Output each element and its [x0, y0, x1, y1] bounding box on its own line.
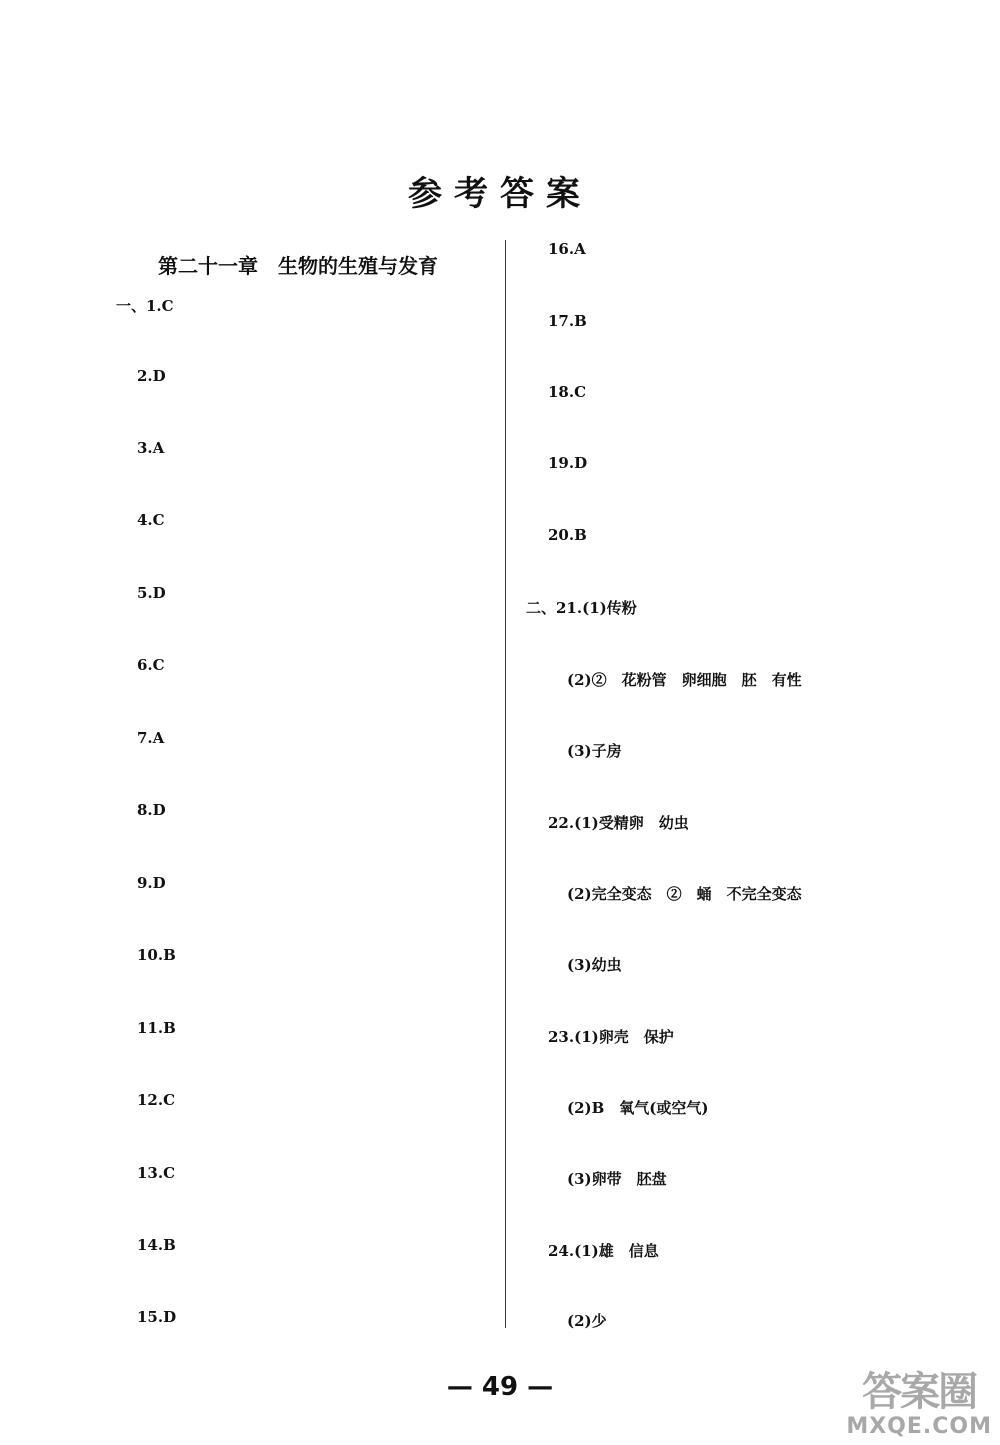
answer-item: 19.D	[548, 454, 588, 472]
answer-item: 4.C	[137, 511, 165, 529]
answer-item: 17.B	[548, 312, 587, 330]
answer-item: (2)完全变态 ② 蛹 不完全变态	[567, 885, 802, 903]
answer-item: 10.B	[137, 946, 176, 964]
answer-item: 18.C	[548, 383, 587, 401]
column-divider	[505, 240, 506, 1328]
answer-item: 24.(1)雄 信息	[548, 1242, 659, 1260]
answer-item: 23.(1)卵壳 保护	[548, 1028, 674, 1046]
answer-item: 2.D	[137, 367, 166, 385]
answer-item: 13.C	[137, 1164, 176, 1182]
answer-item: (2)B 氧气(或空气)	[567, 1099, 709, 1117]
answer-item: 8.D	[137, 801, 166, 819]
answer-item: 6.C	[137, 656, 165, 674]
answer-item: 12.C	[137, 1091, 176, 1109]
answer-item: (2)少	[567, 1312, 607, 1330]
answer-item: (3)卵带 胚盘	[567, 1170, 667, 1188]
watermark-logo	[846, 1369, 992, 1439]
page-title: 参考答案	[408, 174, 592, 214]
answer-item: (2)② 花粉管 卵细胞 胚 有性	[567, 671, 802, 689]
answer-item: 11.B	[137, 1019, 176, 1037]
answer-item: 7.A	[137, 729, 165, 747]
answer-item: 二、21.(1)传粉	[526, 599, 637, 617]
answer-item: (3)子房	[567, 742, 622, 760]
answer-item: 一、1.C	[116, 297, 174, 315]
watermark-url: MXQE.COM	[846, 1414, 992, 1439]
answer-item: 9.D	[137, 874, 166, 892]
answer-item: 3.A	[137, 439, 165, 457]
answer-item: 16.A	[548, 240, 586, 258]
watermark-text: 答案圈	[862, 1369, 977, 1415]
page-number: — 49 —	[446, 1372, 554, 1402]
answer-item: 5.D	[137, 584, 166, 602]
answer-item: 14.B	[137, 1236, 176, 1254]
chapter-heading: 第二十一章 生物的生殖与发育	[158, 254, 438, 278]
answer-item: 15.D	[137, 1308, 177, 1326]
answer-item: 22.(1)受精卵 幼虫	[548, 814, 689, 832]
answer-item: 20.B	[548, 526, 587, 544]
answer-item: (3)幼虫	[567, 956, 622, 974]
